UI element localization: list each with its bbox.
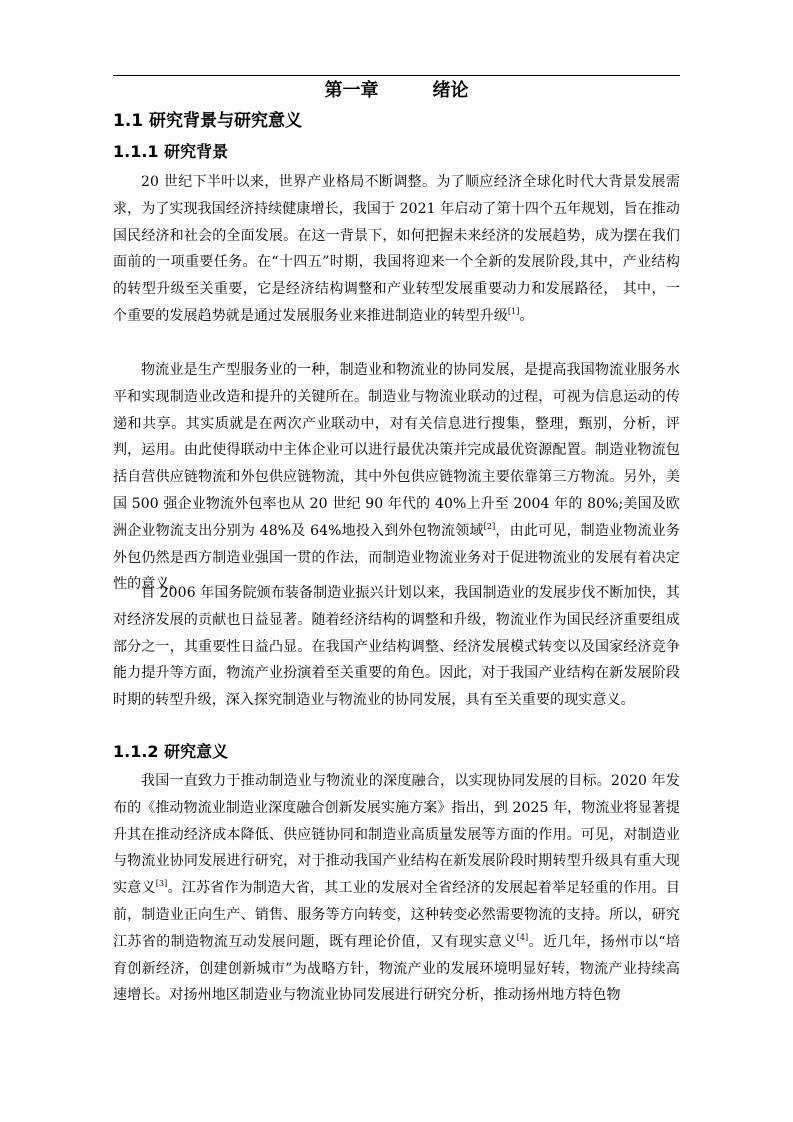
chapter-number: 第一章 (324, 80, 379, 101)
citation: [1] (507, 306, 520, 316)
paragraph-tail: 。江苏省作为制造大省，其工业的发展对全省经济的发展起着举足轻重的作用。目前，制造业正向生产、销售、服务等方向转变，这种转变必然需要物流的支持。所以，研究江苏省的制造物流互动发展问题，既有理论价值，又有现实意义 (113, 880, 680, 950)
citation: [4] (516, 932, 529, 942)
paragraph-text: 20 世纪下半叶以来，世界产业格局不断调整。为了顺应经济全球化时代大背景发展需求，为了实现我国经济持续健康增长，我国于 2021 年启动了第十四个五年规划，旨在推动国民经济和社会的全面发展。在这一背景下，如何把握未来经济的发展趋势，成为摆在我们面前的一项重要任务。在“十四五”时期，我国将迎来一个全新的发展阶段,其中，产业结构的转型升级至关重要，它是经济结构调整和产业转型发展重要动力和发展路径， 其中，一个重要的发展趋势就是通过发展服务业来推进制造业的转型升级 (113, 174, 680, 324)
chapter-heading (113, 78, 680, 104)
subsection-heading-background: 1.1.1 研究背景 (113, 142, 229, 161)
paragraph-tail: 。 (519, 307, 534, 324)
header-rule (113, 75, 680, 76)
paragraph-text: 物流业是生产型服务业的一种，制造业和物流业的协同发展，是提高我国物流业服务水平和实现制造业改造和提升的关键所在。制造业与物流业联动的过程，可视为信息运动的传递和共享。其实质就是在两次产业联动中，对有关信息进行搜集，整理，甄别，分析，评判，运用。由此使得联动中主体企业可以进行最优决策并完成最优资源配置。制造业物流包括自营供应链物流和外包供应链物流，其中外包供应链物流主要依靠第三方物流。另外，美国 500 强企业物流外包率也从 20 世纪 90 年代的 40%上升至 2004 年的 80%;美国及欧洲企业物流支出分别为 48%及 64%地投入到外包物流领域 (113, 362, 680, 539)
paragraph-text: 我国一直致力于推动制造业与物流业的深度融合，以实现协同发展的目标。2020 年发布的《推动物流业制造业深度融合创新发展实施方案》指出，到 2025 年，物流业将显著提升其在推动经济成本降低、供应链协同和制造业高质量发展等方面的作用。可见，对制造业与物流业协同发展进行研究，对于推动我国产业结构在新发展阶段时期转型升级具有重大现实意义 (113, 773, 680, 897)
subsection-heading-significance: 1.1.2 研究意义 (113, 742, 229, 761)
paragraph-text: 自 2006 年国务院颁布装备制造业振兴计划以来，我国制造业的发展步伐不断加快，其对经济发展的贡献也日益显著。随着经济结构的调整和升级，物流业作为国民经济重要组成部分之一，其重要性日益凸显。在我国产业结构调整、经济发展模式转变以及国家经济竞争能力提升等方面，物流产业扮演着至关重要的角色。因此，对于我国产业结构在新发展阶段时期的转型升级，深入探究制造业与物流业的协同发展，具有至关重要的现实意义。 (113, 585, 680, 709)
citation: [2] (483, 521, 496, 531)
chapter-title: 绪论 (432, 80, 469, 101)
paragraph-2 (113, 357, 680, 598)
paragraph-3 (113, 580, 680, 714)
paragraph-tail: 。近几年，扬州市以“培育创新经济，创建创新城市”为战略方针，物流产业的发展环境明显好转，物流产业持续高速增长。对扬州地区制造业与物流业协同发展进行研究分析，推动扬州地方特色物 (113, 933, 680, 1004)
paragraph-1 (113, 169, 680, 330)
section-heading: 1.1 研究背景与研究意义 (113, 111, 303, 131)
paragraph-tail: ，由此可见，制造业物流业务外包仍然是西方制造业强国一贯的作法，而制造业物流业务对于促进物流业的发展有着决定性的意义。 (113, 522, 680, 593)
paragraph-4 (113, 768, 680, 1009)
citation: [3] (155, 879, 168, 889)
